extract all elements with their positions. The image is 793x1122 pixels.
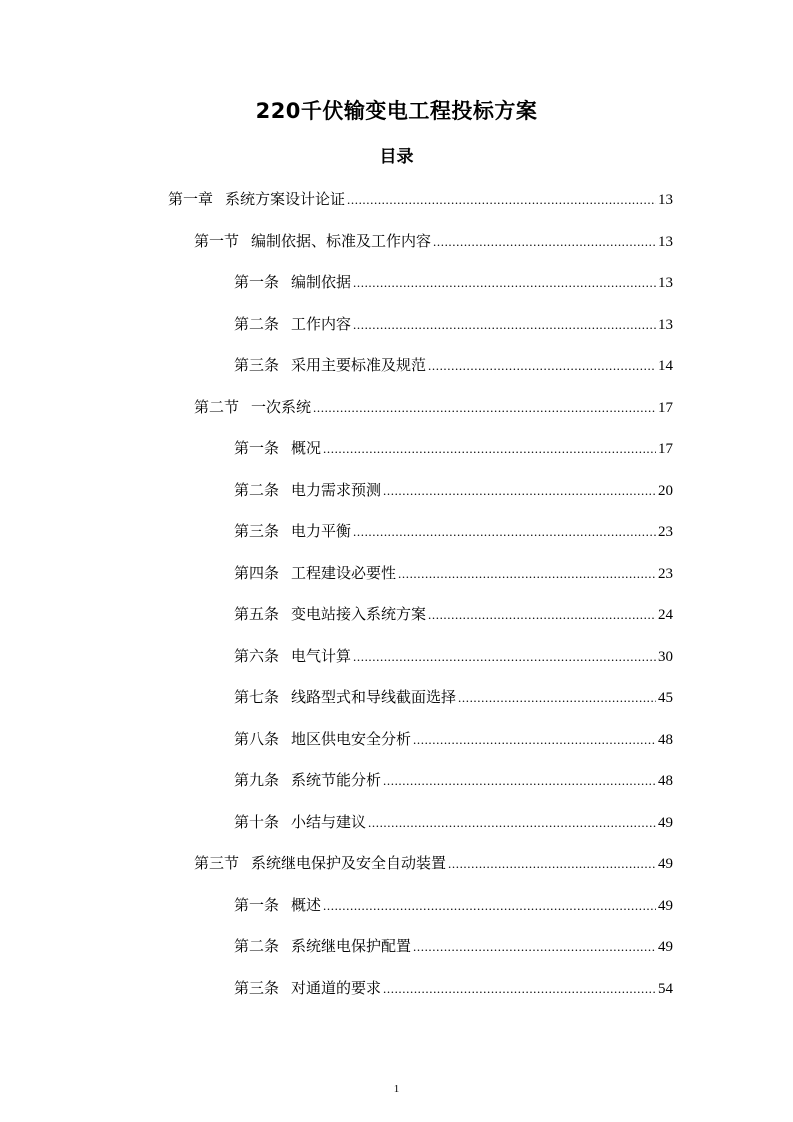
toc-entry[interactable] [234, 684, 673, 710]
toc-entry-number: 第一章 [168, 190, 214, 208]
toc-entry-page: 13 [658, 316, 673, 333]
toc-entry-page: 17 [658, 441, 673, 457]
toc-entry-number: 第三条 [234, 522, 280, 540]
toc-dot-leader [383, 768, 656, 794]
toc-entry-number: 第五条 [234, 605, 280, 623]
toc-entry-title: 系统继电保护配置 [291, 937, 412, 955]
toc-entry-number: 第三节 [194, 854, 240, 872]
toc-entry-page: 48 [658, 773, 673, 789]
page-number: 1 [393, 1083, 400, 1095]
toc-entry[interactable] [234, 975, 673, 1001]
toc-entry-number: 第十条 [234, 812, 280, 831]
toc-entry-number: 第二节 [194, 397, 240, 416]
toc-entry[interactable] [194, 394, 673, 420]
toc-dot-leader [353, 270, 656, 296]
toc-entry-title: 概况 [291, 439, 322, 457]
toc-entry-title: 采用主要标准及规范 [291, 356, 427, 374]
toc-entry-page: 23 [658, 524, 673, 540]
toc-entry-title: 工程建设必要性 [291, 563, 397, 582]
toc-entry-page: 13 [658, 233, 673, 250]
toc-dot-leader [458, 685, 656, 711]
toc-dot-leader [383, 976, 656, 1002]
toc-entry[interactable] [234, 643, 673, 669]
toc-dot-leader [353, 312, 656, 338]
toc-entry-title: 线路型式和导线截面选择 [291, 688, 457, 706]
toc-entry[interactable] [234, 892, 673, 918]
toc-entry[interactable] [194, 228, 673, 254]
toc-entry-page: 48 [658, 731, 673, 748]
toc-entry-title: 地区供电安全分析 [291, 729, 412, 748]
toc-entry-title: 系统方案设计论证 [225, 190, 346, 208]
toc-entry[interactable] [234, 767, 673, 793]
toc-entry-page: 49 [658, 814, 673, 831]
toc-entry-page: 13 [658, 275, 673, 291]
toc-entry[interactable] [234, 933, 673, 959]
toc-entry[interactable] [234, 601, 673, 627]
toc-dot-leader [448, 851, 656, 877]
toc-entry-title: 编制依据、标准及工作内容 [251, 231, 432, 250]
toc-entry[interactable] [234, 726, 673, 752]
toc-entry-number: 第七条 [234, 688, 280, 706]
toc-heading: 目录 [379, 147, 414, 167]
toc-entry-title: 概述 [291, 895, 322, 914]
toc-entry-page: 24 [658, 607, 673, 623]
toc-entry-title: 小结与建议 [291, 812, 367, 831]
toc-entry-title: 电气计算 [291, 646, 352, 665]
toc-dot-leader [368, 810, 656, 836]
toc-entry-title: 系统节能分析 [291, 771, 382, 789]
toc-entry-title: 编制依据 [291, 273, 352, 291]
toc-dot-leader [313, 395, 656, 421]
toc-dot-leader [413, 934, 656, 960]
toc-dot-leader [323, 893, 656, 919]
toc-dot-leader [353, 644, 656, 670]
toc-entry-page: 14 [658, 358, 673, 374]
toc-entry-number: 第二条 [234, 480, 280, 499]
toc-dot-leader [398, 561, 656, 587]
toc-entry-page: 45 [658, 690, 673, 706]
toc-dot-leader [428, 602, 656, 628]
toc-entry-page: 20 [658, 482, 673, 499]
toc-entry-title: 电力需求预测 [291, 480, 382, 499]
toc-entry[interactable] [234, 477, 673, 503]
toc-entry-page: 23 [658, 565, 673, 582]
toc-entry-number: 第六条 [234, 646, 280, 665]
document-title: 220千伏输变电工程投标方案 [255, 99, 538, 123]
toc-entry-title: 对通道的要求 [291, 978, 382, 997]
toc-entry-number: 第四条 [234, 563, 280, 582]
toc-entry[interactable] [234, 311, 673, 337]
toc-entry-page: 13 [658, 192, 673, 208]
toc-entry-number: 第九条 [234, 771, 280, 789]
toc-entry-number: 第二条 [234, 314, 280, 333]
toc-entry[interactable] [234, 435, 673, 461]
toc-entry-number: 第一节 [194, 231, 240, 250]
toc-entry-page: 30 [658, 648, 673, 665]
toc-dot-leader [428, 353, 656, 379]
toc-dot-leader [413, 727, 656, 753]
toc-entry[interactable] [168, 186, 673, 212]
toc-entry-title: 系统继电保护及安全自动装置 [251, 854, 447, 872]
toc-entry-page: 49 [658, 897, 673, 914]
toc-entry[interactable] [234, 560, 673, 586]
toc-entry-number: 第一条 [234, 895, 280, 914]
toc-entry-title: 一次系统 [251, 397, 312, 416]
toc-entry-number: 第二条 [234, 937, 280, 955]
toc-entry-title: 变电站接入系统方案 [291, 605, 427, 623]
toc-entry-number: 第一条 [234, 273, 280, 291]
toc-entry-number: 第一条 [234, 439, 280, 457]
toc-entry-number: 第三条 [234, 978, 280, 997]
toc-entry-page: 17 [658, 399, 673, 416]
toc-dot-leader [383, 478, 656, 504]
toc-entry[interactable] [234, 269, 673, 295]
toc-entry-title: 工作内容 [291, 314, 352, 333]
toc-entry-page: 49 [658, 939, 673, 955]
toc-entry[interactable] [234, 352, 673, 378]
toc-entry-page: 49 [658, 856, 673, 872]
toc-dot-leader [323, 436, 656, 462]
toc-dot-leader [347, 187, 656, 213]
toc-dot-leader [353, 519, 656, 545]
toc-entry[interactable] [234, 809, 673, 835]
toc-entry-number: 第八条 [234, 729, 280, 748]
toc-entry-number: 第三条 [234, 356, 280, 374]
toc-entry-title: 电力平衡 [291, 522, 352, 540]
toc-dot-leader [433, 229, 656, 255]
toc-entry[interactable] [194, 850, 673, 876]
toc-entry-page: 54 [658, 980, 673, 997]
toc-entry[interactable] [234, 518, 673, 544]
